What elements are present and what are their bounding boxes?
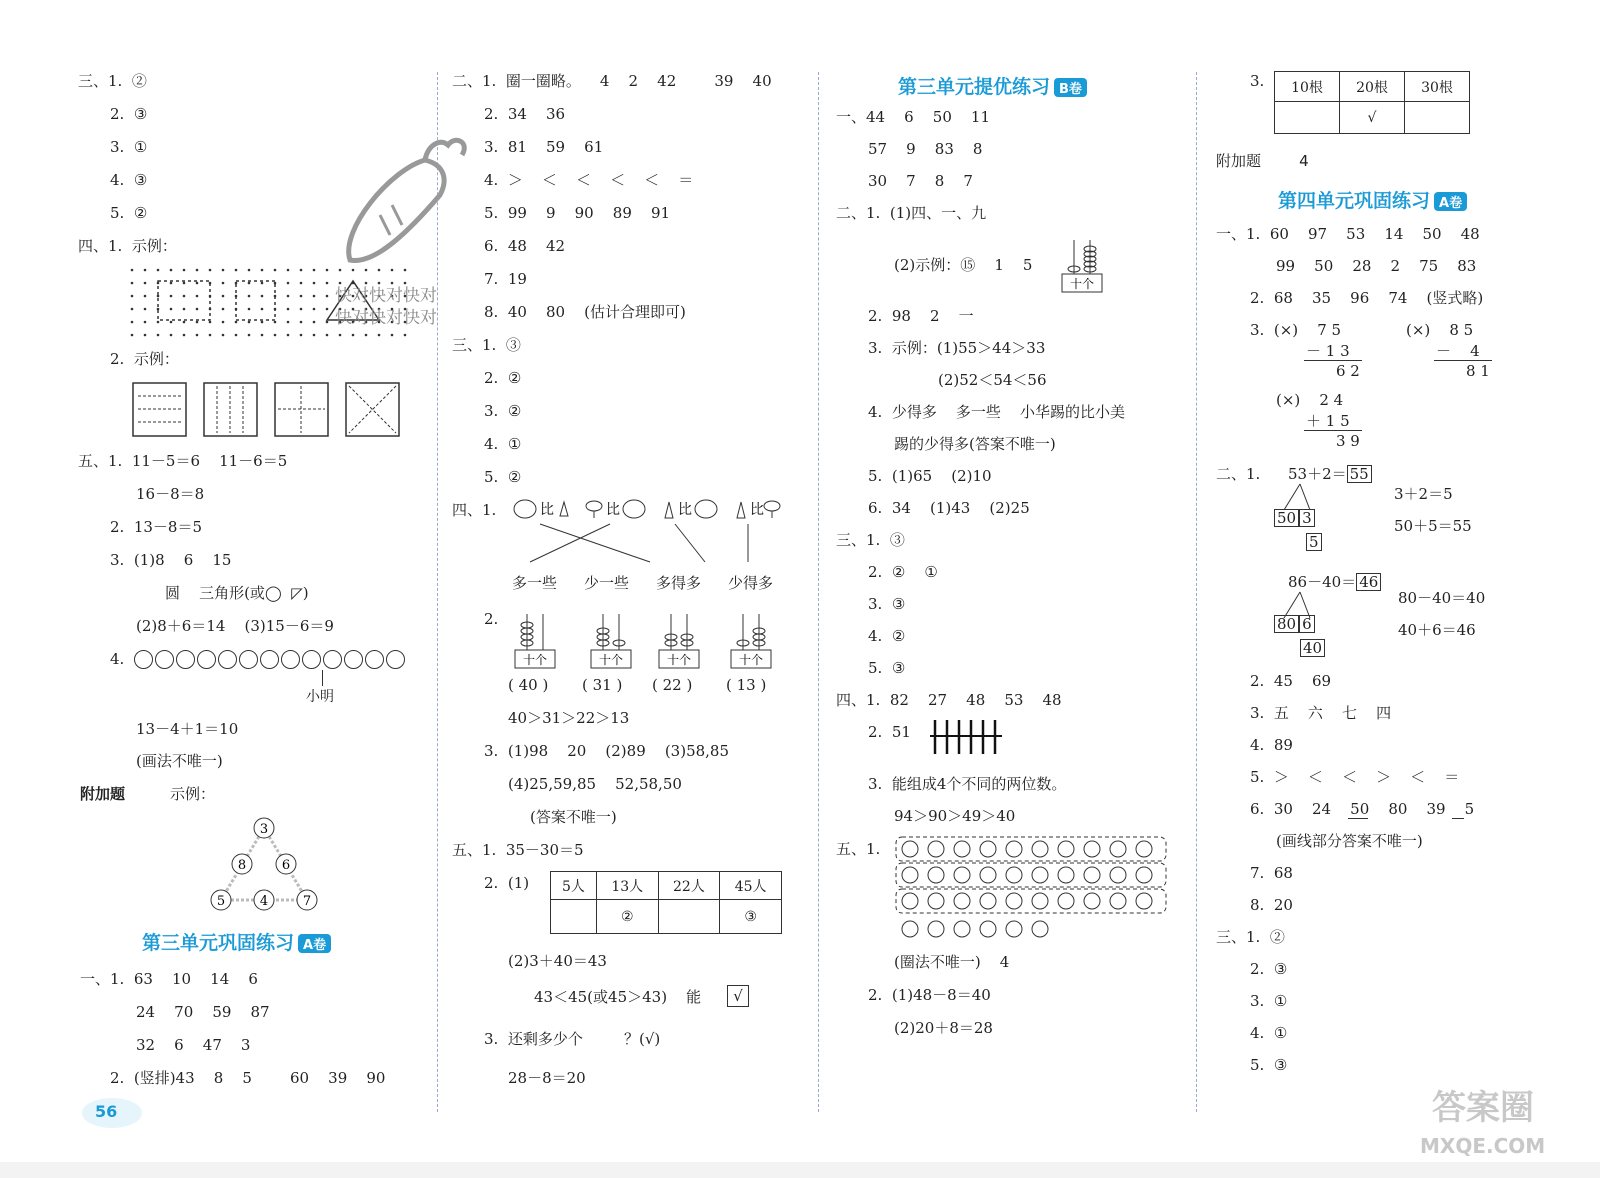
c2-line: 7. 19: [484, 270, 527, 288]
c1-line: 四、1. 示例：: [78, 237, 177, 255]
c4-line: 99 50 28 2 75 83: [1276, 257, 1477, 275]
c1-line: 三、1. ②: [78, 72, 147, 90]
bi-label: 比: [678, 502, 692, 518]
c4-line: (×) 2 4: [1276, 391, 1344, 409]
split-box: 40: [1300, 639, 1325, 657]
c1-line: 4.: [110, 650, 125, 668]
c2-line: 43＜45(或45＞43) 能: [534, 988, 702, 1006]
carrot-watermark: [330, 130, 470, 280]
bi-label: 比: [540, 502, 554, 518]
match-label: 多得多: [656, 574, 702, 592]
watermark-text: 快对快对快对: [335, 308, 437, 328]
c2-line: 28－8＝20: [508, 1069, 586, 1087]
c2-line: 四、1.: [452, 501, 497, 519]
c2-line: 2. 34 36: [484, 105, 566, 123]
c1-line: 5. ②: [110, 204, 148, 222]
c2-line: 3. 81 59 61: [484, 138, 604, 156]
split-boxes: 50 3: [1274, 509, 1315, 527]
c3-line: 踢的少得多(答案不唯一): [894, 435, 1056, 453]
c4-line: 二、1.: [1216, 465, 1261, 483]
table-cell: [658, 900, 720, 934]
site-url: MXQE.COM: [1420, 1134, 1546, 1158]
c4-line: 2. 68 35 96 74 (竖式略): [1250, 289, 1484, 307]
c1-line: 13－4＋1＝10: [136, 720, 239, 738]
site-logo: 答案圈: [1432, 1088, 1534, 1128]
abacus-value: ( 13 ): [726, 676, 767, 694]
c1-line: 32 6 47 3: [136, 1036, 251, 1054]
c4-line: 3＋2＝5: [1394, 485, 1453, 503]
match-label: 少得多: [728, 574, 774, 592]
page-bottom-strip: [0, 1162, 1600, 1178]
c3-line: 4. 少得多 多一些 小华踢的比小美: [868, 403, 1125, 421]
table-header: 45人: [720, 872, 782, 900]
page-number: 56: [95, 1102, 118, 1121]
c2-line: 三、1. ③: [452, 336, 521, 354]
c4-line: 4. 89: [1250, 736, 1293, 754]
abacus-label: 十个: [1069, 277, 1095, 291]
check-box: √: [727, 985, 749, 1007]
c3-line: 一、44 6 50 11: [836, 108, 991, 126]
c2-line: 3. ②: [484, 402, 522, 420]
table-cell: [1405, 102, 1470, 134]
c3-line: 三、1. ③: [836, 531, 905, 549]
c1-line: 3. (1)8 6 15: [110, 551, 232, 569]
vertical-calc: － 4: [1436, 342, 1480, 360]
expression: 53＋2＝ 55: [1288, 465, 1372, 483]
circle-row: [134, 649, 407, 669]
c4-line: (画线部分答案不唯一): [1276, 832, 1423, 850]
c2-line: 5. ②: [484, 468, 522, 486]
c1-line: 示例：: [170, 785, 216, 803]
c3-line: 94＞90＞49＞40: [894, 807, 1016, 825]
abacus-figure: [1060, 238, 1106, 296]
abacus-row: [514, 612, 784, 672]
table-cell: [551, 900, 597, 934]
c1-line: 24 70 59 87: [136, 1003, 270, 1021]
c4-line: 5. ＞ ＜ ＜ ＞ ＜ ＝: [1250, 768, 1460, 786]
table-cell: √: [1340, 102, 1405, 134]
c3-line: 3. 示例：(1)55＞44＞33: [868, 339, 1046, 357]
peach-groups: [894, 835, 1174, 945]
underline: [1452, 818, 1464, 819]
c3-line: (2)52＜54＜56: [938, 371, 1047, 389]
c2-line: 2. (1): [484, 874, 530, 892]
c4-line: 8. 20: [1250, 896, 1293, 914]
watermark-text: 快对快对快对: [335, 286, 437, 306]
c2-line: 8. 40 80 (估计合理即可): [484, 303, 686, 321]
c3-line: 四、1. 82 27 48 53 48: [836, 691, 1062, 709]
split-boxes: 80 6: [1274, 615, 1315, 633]
c4-line: 40＋6＝46: [1398, 621, 1476, 639]
square-division-figures: [130, 380, 410, 440]
abacus-label: 十个: [666, 653, 692, 667]
c3-line: 2. 51: [868, 723, 911, 741]
vertical-calc: ＋ 1 5: [1306, 412, 1350, 430]
c2-line: 3. (1)98 20 (2)89 (3)58,85: [484, 742, 730, 760]
c4-line: 附加题 4: [1216, 152, 1309, 170]
section-heading: 第三单元提优练习 B卷: [898, 72, 1087, 99]
abacus-label: 十个: [522, 653, 548, 667]
c1-line: 小明: [306, 689, 334, 705]
tri-node: 7: [302, 894, 312, 909]
c2-line: (4)25,59,85 52,58,50: [508, 775, 682, 793]
tri-node: 3: [259, 822, 269, 837]
expression: 86－40＝ 46: [1288, 573, 1381, 591]
table-header: 22人: [658, 872, 720, 900]
table-header: 20根: [1340, 72, 1405, 102]
match-label: 少一些: [584, 574, 630, 592]
vertical-calc: 8 1: [1466, 362, 1490, 380]
calc-rule: [1304, 430, 1362, 431]
c2-line: 五、1. 35－30＝5: [452, 841, 584, 859]
c1-line: 一、1. 63 10 14 6: [80, 970, 258, 988]
c3-line: 2. (1)48－8＝40: [868, 986, 991, 1004]
c1-line: 2. 13－8＝5: [110, 518, 203, 536]
c1-line: 五、1. 11－5＝6 11－6＝5: [78, 452, 288, 470]
table-header: 13人: [596, 872, 658, 900]
c4-line: 三、1. ②: [1216, 928, 1285, 946]
c1-line: 2. ③: [110, 105, 148, 123]
c3-line: 5. (1)65 (2)10: [868, 467, 992, 485]
split-box: 5: [1306, 533, 1322, 551]
c2-line: 3. 还剩多少个: [484, 1030, 583, 1048]
c4-line: 50＋5＝55: [1394, 517, 1472, 535]
comparison-match-figure: [510, 496, 800, 586]
match-label: 多一些: [512, 574, 558, 592]
c3-line: 2. ② ①: [868, 563, 938, 581]
c1-line: (2)8＋6＝14 (3)15－6＝9: [136, 617, 334, 635]
vertical-calc: － 1 3: [1306, 342, 1350, 360]
bi-label: 比: [606, 502, 620, 518]
c4-line: (×) 8 5: [1406, 321, 1474, 339]
c4-line: 3.: [1250, 72, 1265, 90]
c4-line: 3. 五 六 七 四: [1250, 704, 1392, 722]
c3-line: 五、1.: [836, 840, 881, 858]
arrow-line: [322, 670, 323, 686]
table-cell: ③: [720, 900, 782, 934]
sticks-table: [1274, 71, 1470, 134]
bi-label: 比: [750, 502, 764, 518]
section-heading: 第三单元巩固练习 A卷: [142, 928, 331, 955]
c2-line: 4. ①: [484, 435, 522, 453]
abacus-value: ( 22 ): [652, 676, 693, 694]
calc-rule: [1434, 360, 1492, 361]
c1-line: 16－8＝8: [136, 485, 205, 503]
c2-line: (2)3＋40＝43: [508, 952, 607, 970]
abacus-label: 十个: [598, 653, 624, 667]
c4-line: 一、1. 60 97 53 14 50 48: [1216, 225, 1480, 243]
tri-node: 5: [216, 894, 226, 909]
calc-rule: [1304, 360, 1362, 361]
c3-line: 3. 能组成4个不同的两位数。: [868, 775, 1067, 793]
c4-line: 2. 45 69: [1250, 672, 1332, 690]
c3-line: (2)20＋8＝28: [894, 1019, 993, 1037]
vertical-calc: 6 2: [1336, 362, 1360, 380]
c1-line: 3. ①: [110, 138, 148, 156]
tri-node: 8: [237, 858, 247, 873]
c2-line: 40＞31＞22＞13: [508, 709, 630, 727]
abacus-value: ( 40 ): [508, 676, 549, 694]
c4-line: 7. 68: [1250, 864, 1293, 882]
c2-line: ？(√): [624, 1030, 661, 1048]
c1-line: (画法不唯一): [136, 752, 223, 770]
c4-line: 80－40＝40: [1398, 589, 1486, 607]
c4-line: 3. ①: [1250, 992, 1288, 1010]
table-header: 10根: [1275, 72, 1340, 102]
section-heading: 第四单元巩固练习 A卷: [1278, 186, 1467, 213]
c2-line: 5. 99 9 90 89 91: [484, 204, 671, 222]
c4-line: 2. ③: [1250, 960, 1288, 978]
c3-line: 2. 98 2 一: [868, 307, 974, 325]
tri-node: 4: [259, 894, 269, 909]
c3-line: 二、1. (1)四、一、九: [836, 204, 987, 222]
c1-line: 附加题: [80, 785, 126, 803]
c4-line: 4. ①: [1250, 1024, 1288, 1042]
c3-line: 4. ②: [868, 627, 906, 645]
c1-line: 4. ③: [110, 171, 148, 189]
c4-line: 6. 30 24 50 80 39 5: [1250, 800, 1475, 818]
underline: [1348, 818, 1368, 819]
c2-line: 二、1. 圈一圈略。 4 2 42 39 40: [452, 72, 772, 90]
table-cell: ②: [596, 900, 658, 934]
table-header: 30根: [1405, 72, 1470, 102]
c3-line: (圈法不唯一) 4: [894, 953, 1010, 971]
number-triangle: [205, 815, 325, 915]
table-cell: [1275, 102, 1340, 134]
c4-line: 5. ③: [1250, 1056, 1288, 1074]
c2-line: 6. 48 42: [484, 237, 566, 255]
c3-line: 5. ③: [868, 659, 906, 677]
c4-line: 3. (×) 7 5: [1250, 321, 1342, 339]
c3-line: 30 7 8 7: [868, 172, 973, 190]
c2-line: 2. ②: [484, 369, 522, 387]
c2-line: 2.: [484, 610, 499, 628]
c3-line: 57 9 83 8: [868, 140, 983, 158]
c1-line: 圆 三角形(或◯ ◸): [165, 584, 309, 602]
c1-line: 2. (竖排)43 8 5 60 39 90: [110, 1069, 386, 1087]
table-header: 5人: [551, 872, 597, 900]
c2-line: 4. ＞ ＜ ＜ ＜ ＜ ＝: [484, 171, 694, 189]
c2-line: (答案不唯一): [530, 808, 617, 826]
tri-node: 6: [281, 858, 291, 873]
people-table: [550, 871, 782, 934]
counting-sticks: [930, 714, 1010, 758]
vertical-calc: 3 9: [1336, 432, 1360, 450]
c3-line: (2)示例：⑮ 1 5: [894, 256, 1033, 274]
c3-line: 6. 34 (1)43 (2)25: [868, 499, 1030, 517]
split-lines: [1270, 482, 1330, 512]
abacus-value: ( 31 ): [582, 676, 623, 694]
c1-line: 2. 示例：: [110, 350, 179, 368]
abacus-label: 十个: [738, 653, 764, 667]
c3-line: 3. ③: [868, 595, 906, 613]
